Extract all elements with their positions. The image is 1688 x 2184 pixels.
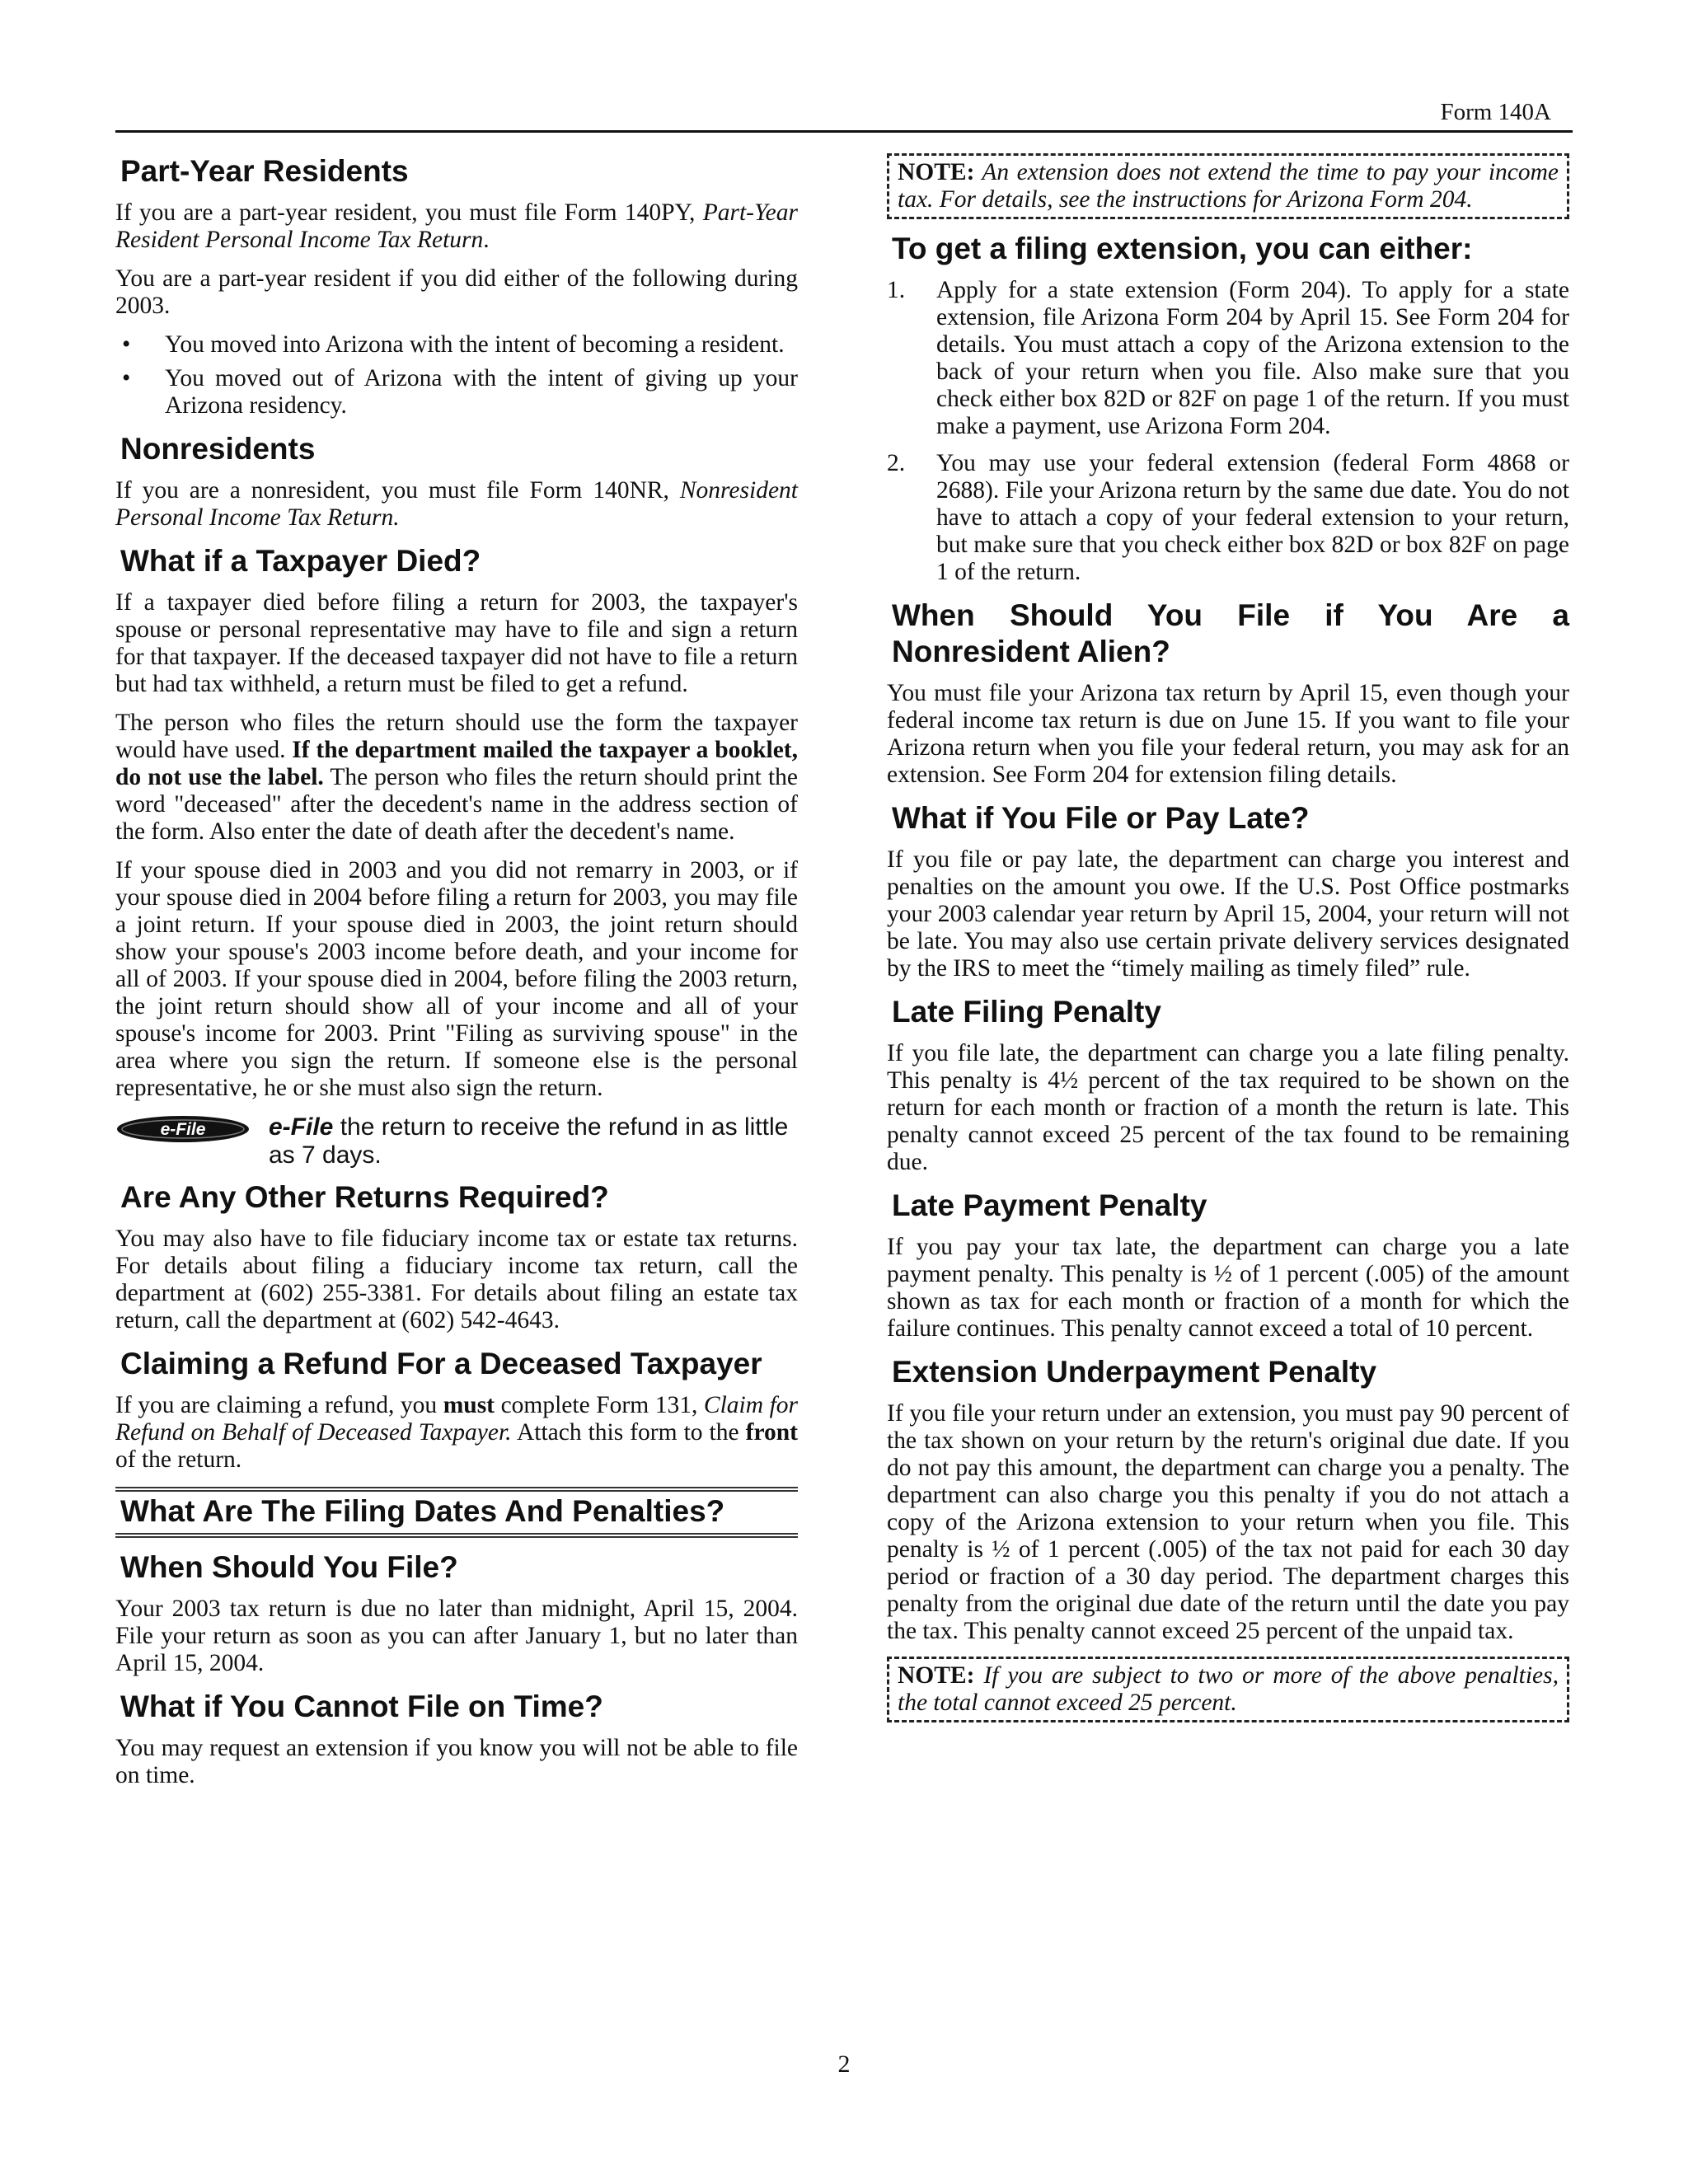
late-filing-paragraph: If you file late, the department can charge you a late filing penalty. This penalty is 4½ percent of the tax required to be shown on the return for each month or fraction of a month the return is late. This penalty cannot exceed 25 percent of the tax found to be remaining due. — [887, 1040, 1569, 1175]
heading-claim-refund: Claiming a Refund For a Deceased Taxpayer — [120, 1347, 762, 1380]
other-returns-paragraph: You may also have to file fiduciary income tax or estate tax returns. For details about filing a fiduciary income tax return, call the department at (602) 255-3381. For details about filing an estate tax return, call the department at (602) 542-4643. — [115, 1226, 798, 1333]
died-paragraph-3: If your spouse died in 2003 and you did not remarry in 2003, or if your spouse died in 2004 before filing a return for 2003, you may file a joint return. If your spouse died in 2003, the joint return should show your spouse's 2003 income before death, and your income for all of 2003. If your spouse died in 2004, before filing the 2003 return, the joint return should show all of your income and all of your spouse's income for 2003. Print "Filing as surviving spouse" in the area where you sign the return. If someone else is the personal representative, he or she must also sign the return. — [115, 857, 798, 1101]
claim-refund-paragraph: If you are claiming a refund, you must complete Form 131, Claim for Refund on Behalf of Deceased Taxpayer. Attach this form to the front of the return. — [115, 1392, 799, 1473]
left-column — [115, 153, 798, 1801]
heading-filing-dates-penalties: What Are The Filing Dates And Penalties? — [120, 1494, 725, 1528]
list-item: 1. Apply for a state extension (Form 204). To apply for a state extension, file Arizona Form 204 by April 15. See Form 204 for details. You must attach a copy of the Arizona extension to the back of your return when you file. Also make sure that you check either box 82D or 82F on page 1 of the return. If you must make a payment, use Arizona Form 204. — [887, 277, 1569, 439]
heading-late-filing-penalty: Late Filing Penalty — [892, 995, 1161, 1029]
list-item: • You moved out of Arizona with the intent of giving up your Arizona residency. — [115, 365, 798, 419]
heading-when-file: When Should You File? — [120, 1550, 458, 1584]
list-item: • You moved into Arizona with the intent of becoming a resident. — [115, 331, 798, 359]
died-paragraph-2: The person who files the return should use the form the taxpayer would have used. If the department mailed the taxpayer a booklet, do not use the label. The person who files the return should print the word "deceased" after the decedent's name in the address section of the form. Also enter the date of death after the decedent's name. — [115, 710, 798, 845]
page-number: 2 — [837, 2050, 851, 2078]
heading-filing-extension: To get a filing extension, you can either: — [892, 232, 1473, 265]
part-year-bullet-list — [115, 331, 798, 419]
when-file-paragraph: Your 2003 tax return is due no later than midnight, April 15, 2004. File your return as soon as you can after January 1, but no later than April 15, 2004. — [115, 1596, 798, 1676]
list-item: 2. You may use your federal extension (federal Form 4868 or 2688). File your Arizona return by the same due date. You do not have to attach a copy of your federal extension to your return, but make sure that you check either box 82D or box 82F on page 1 of the return. — [887, 450, 1569, 585]
part-year-paragraph-1: If you are a part-year resident, you must file Form 140PY, Part-Year Resident Personal Income Tax Return. — [115, 199, 798, 253]
heading-taxpayer-died: What if a Taxpayer Died? — [120, 544, 481, 578]
heading-nonresidents: Nonresidents — [120, 432, 316, 466]
extension-underpayment-paragraph: If you file your return under an extension, you must pay 90 percent of the tax shown on your return by the return's original due date. If you do not pay this amount, the department can charge you a penalty. The department can also charge you this penalty if you do not attach a copy of the Arizona extension to your return when you file. This penalty is ½ of 1 percent (.005) of the tax not paid for each 30 day period or fraction of a 30 day period. The department charges this penalty from the original due date of the return until the date you pay the tax. This penalty cannot exceed 25 percent of the unpaid tax. — [887, 1400, 1569, 1644]
cannot-file-paragraph: You may request an extension if you know you will not be able to file on time. — [115, 1735, 798, 1788]
nonresidents-paragraph: If you are a nonresident, you must file Form 140NR, Nonresident Personal Income Tax Return. — [115, 477, 798, 531]
heading-cannot-file: What if You Cannot File on Time? — [120, 1690, 603, 1723]
right-column — [887, 153, 1569, 1734]
efile-logo-text: e-File — [160, 1120, 206, 1139]
efile-text: e-File the return to receive the refund in as little as 7 days. — [269, 1113, 789, 1169]
heading-late-payment-penalty: Late Payment Penalty — [892, 1188, 1207, 1222]
extension-list — [887, 277, 1569, 586]
efile-logo-icon — [115, 1115, 251, 1143]
note-box-penalties: NOTE: If you are subject to two or more of the above penalties, the total cannot exceed 25 percent. — [887, 1657, 1569, 1722]
file-pay-late-paragraph: If you file or pay late, the department can charge you interest and penalties on the amount you owe. If the U.S. Post Office postmarks your 2003 calendar year return by April 15, 2004, your return will not be late. You may also use certain private delivery services designated by the IRS to meet the “timely mailing as timely filed” rule. — [887, 846, 1569, 982]
header-rule — [115, 130, 1573, 133]
part-year-paragraph-2: You are a part-year resident if you did either of the following during 2003. — [115, 265, 798, 319]
heading-extension-underpayment: Extension Underpayment Penalty — [892, 1355, 1377, 1389]
heading-other-returns: Are Any Other Returns Required? — [120, 1180, 609, 1214]
form-label: Form 140A — [1440, 99, 1551, 125]
note-box-extension: NOTE: An extension does not extend the time to pay your income tax. For details, see the instructions for Arizona Form 204. — [887, 153, 1569, 219]
died-paragraph-1: If a taxpayer died before filing a return for 2003, the taxpayer's spouse or personal representative may have to file and sign a return for that taxpayer. If the deceased taxpayer did not have to file a return but had tax withheld, a return must be filed to get a refund. — [115, 589, 798, 697]
efile-callout — [115, 1113, 798, 1169]
late-payment-paragraph: If you pay your tax late, the department can charge you a late payment penalty. This penalty is ½ of 1 percent (.005) of the amount shown as tax for each month or fraction of a month for which the failure continues. This penalty cannot exceed a total of 10 percent. — [887, 1234, 1569, 1342]
section-header-box — [115, 1487, 798, 1538]
heading-file-pay-late: What if You File or Pay Late? — [892, 801, 1310, 835]
nonresident-alien-paragraph: You must file your Arizona tax return by April 15, even though your federal income tax return is due on June 15. If you want to file your Arizona return when you file your federal return, you may ask for an extension. See Form 204 for extension filing details. — [887, 680, 1569, 788]
heading-part-year-residents: Part-Year Residents — [120, 154, 409, 188]
heading-nonresident-alien: When Should You File if You Are a Nonresident Alien? — [892, 598, 1569, 668]
